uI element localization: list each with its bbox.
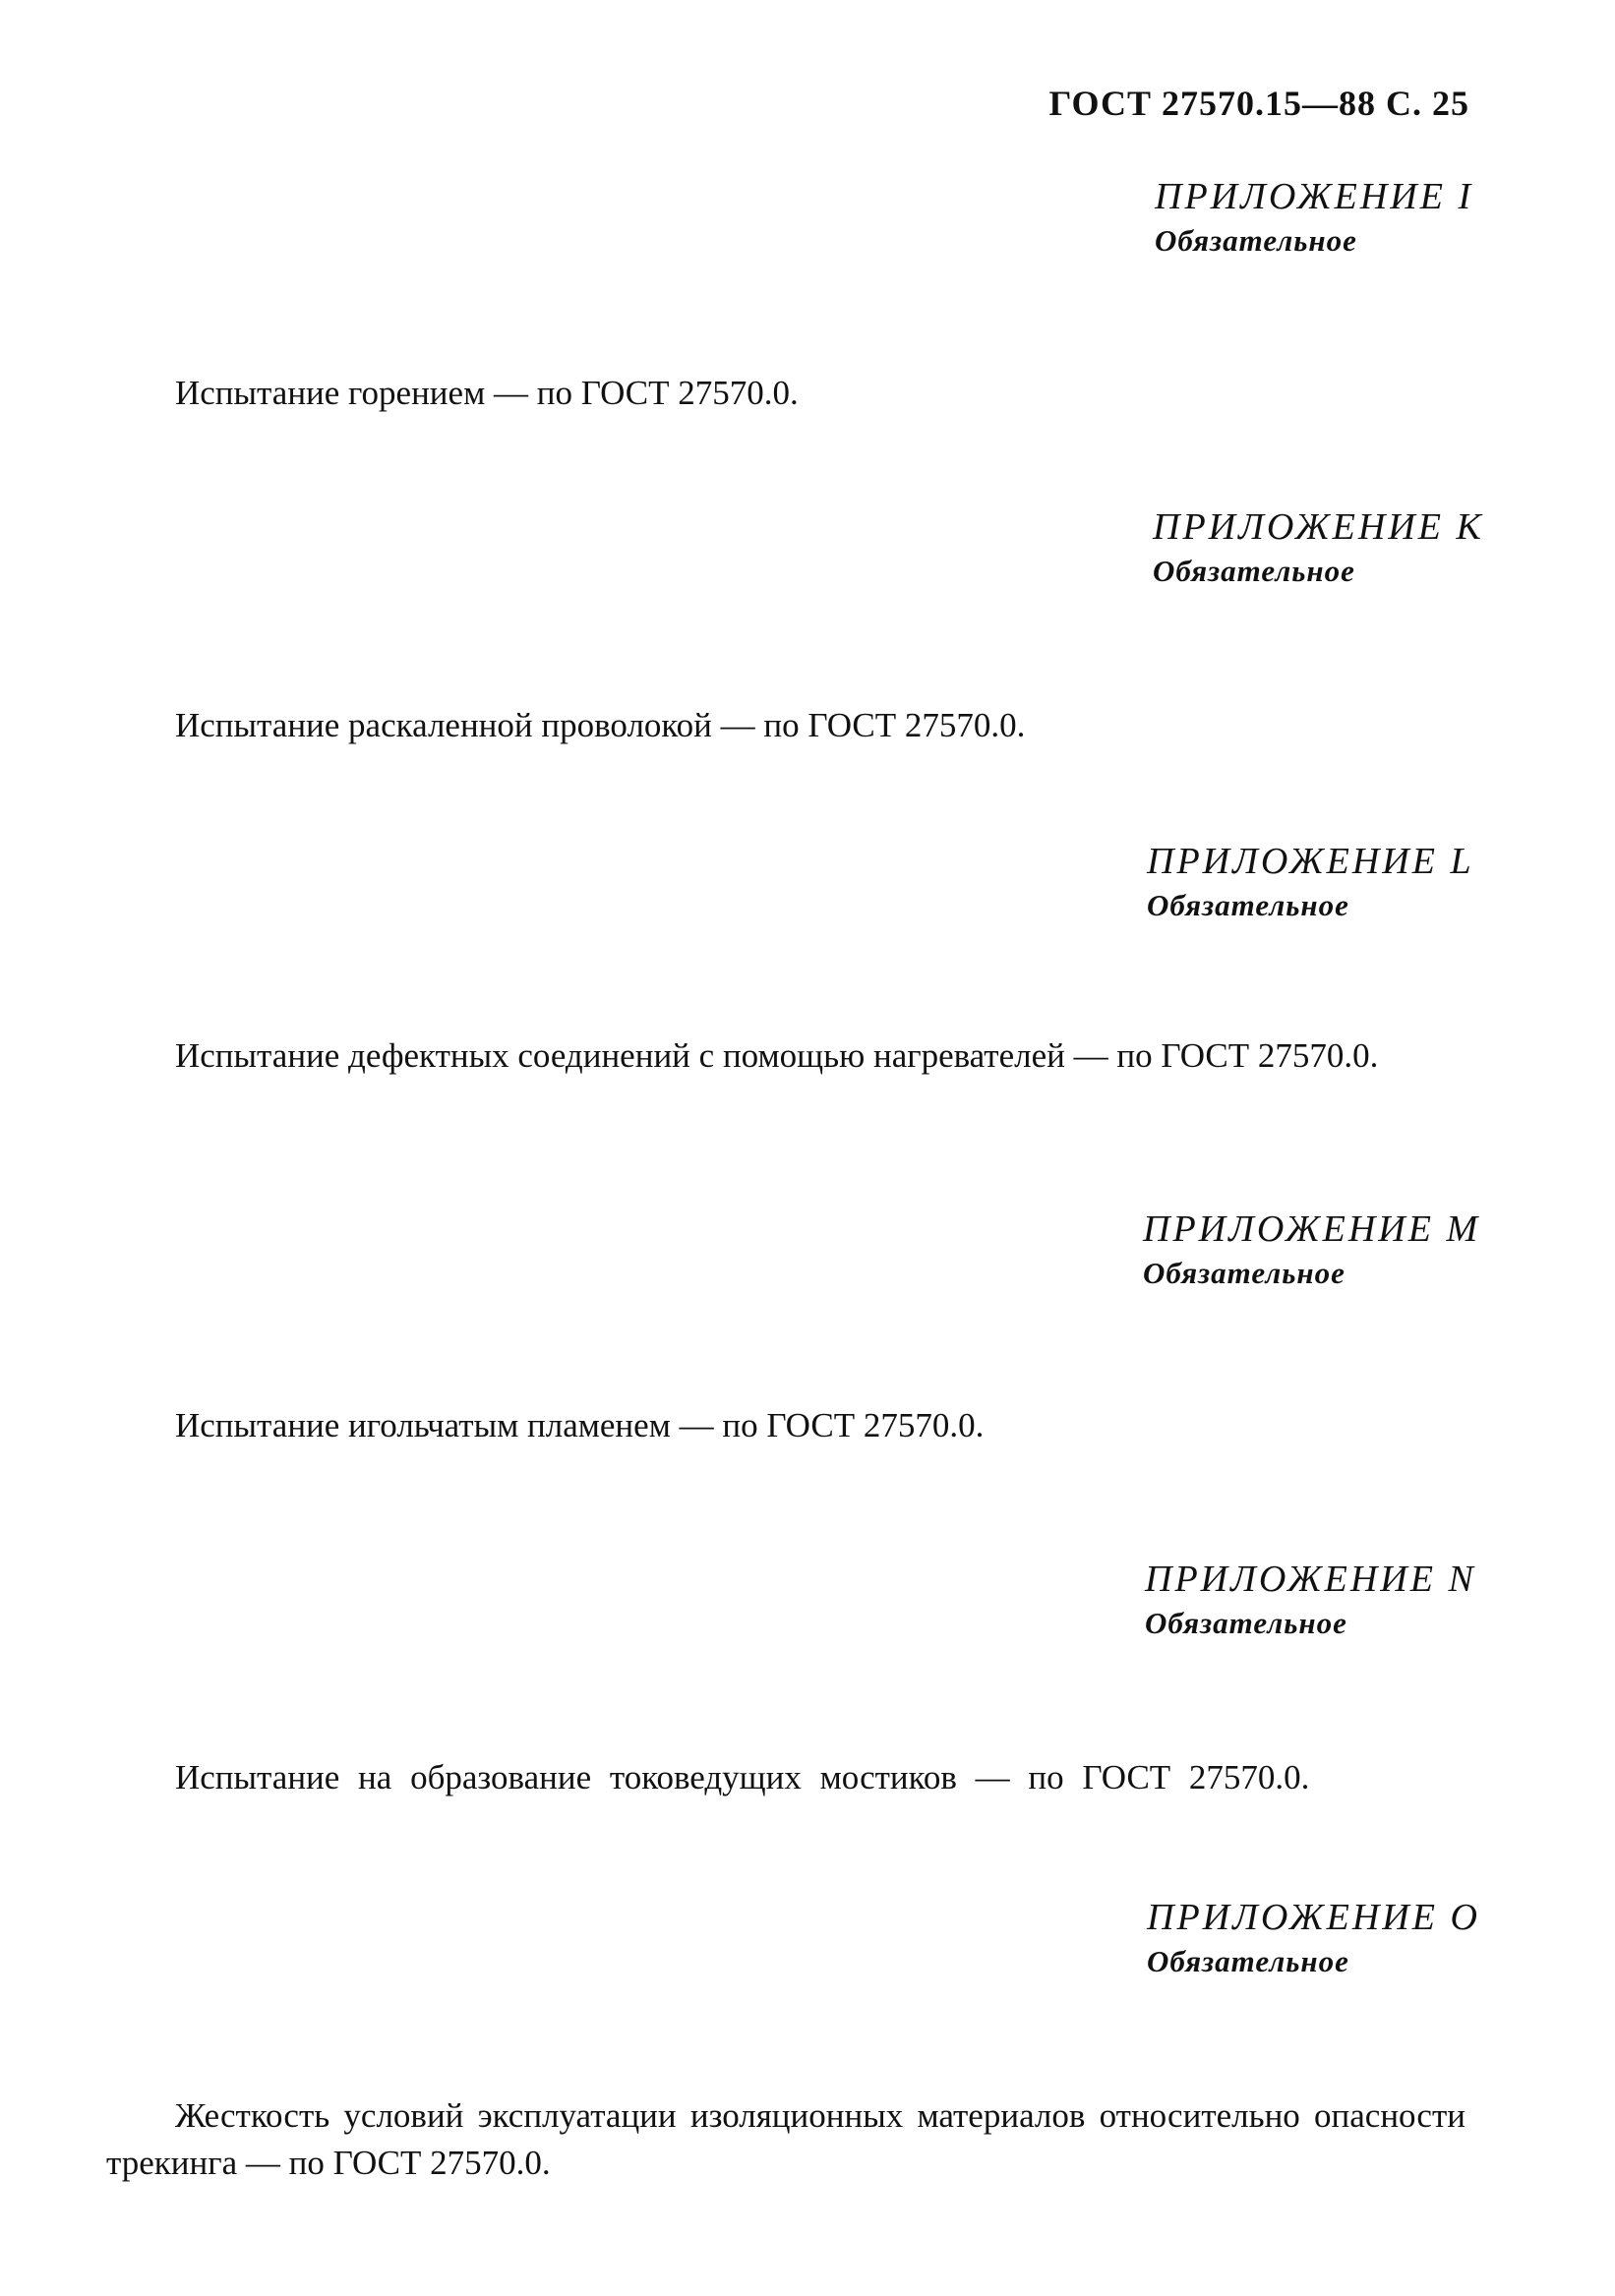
appendix-status: Обязательное bbox=[1143, 1256, 1346, 1290]
appendix-title: ПРИЛОЖЕНИЕ I bbox=[1155, 176, 1474, 217]
appendix-status: Обязательное bbox=[1155, 223, 1357, 258]
appendix-text-n: Испытание на образование токоведущих мостиков — по ГОСТ 27570.0. bbox=[175, 1758, 1310, 1796]
appendix-status: Обязательное bbox=[1147, 888, 1349, 922]
appendix-status: Обязательное bbox=[1145, 1606, 1347, 1640]
appendix-block-l bbox=[1147, 838, 1560, 926]
appendix-block-k bbox=[1153, 503, 1566, 592]
appendix-block-i bbox=[1155, 173, 1568, 262]
appendix-block-n bbox=[1145, 1556, 1558, 1644]
appendix-title: ПРИЛОЖЕНИЕ L bbox=[1147, 841, 1474, 882]
appendix-title: ПРИЛОЖЕНИЕ N bbox=[1145, 1559, 1476, 1600]
appendix-title: ПРИЛОЖЕНИЕ К bbox=[1153, 506, 1484, 548]
appendix-text-o: Жесткость условий эксплуатации изоляционных материалов относительно опасности трекинга — по ГОСТ 27570.0. bbox=[106, 2096, 1465, 2182]
appendix-text-k: Испытание раскаленной проволокой — по ГОСТ 27570.0. bbox=[175, 706, 1026, 744]
appendix-status: Обязательное bbox=[1153, 554, 1355, 588]
appendix-block-m bbox=[1143, 1206, 1556, 1294]
appendix-title: ПРИЛОЖЕНИЕ О bbox=[1147, 1897, 1480, 1938]
appendix-text-m: Испытание игольчатым пламенем — по ГОСТ 27570.0. bbox=[175, 1406, 985, 1444]
appendix-text-i: Испытание горением — по ГОСТ 27570.0. bbox=[175, 374, 799, 412]
appendix-block-o bbox=[1147, 1894, 1560, 1982]
appendix-text-l: Испытание дефектных соединений с помощью нагревателей — по ГОСТ 27570.0. bbox=[175, 1036, 1379, 1075]
appendix-status: Обязательное bbox=[1147, 1944, 1349, 1978]
appendix-title: ПРИЛОЖЕНИЕ М bbox=[1143, 1208, 1481, 1250]
page-header: ГОСТ 27570.15—88 С. 25 bbox=[1048, 84, 1469, 123]
